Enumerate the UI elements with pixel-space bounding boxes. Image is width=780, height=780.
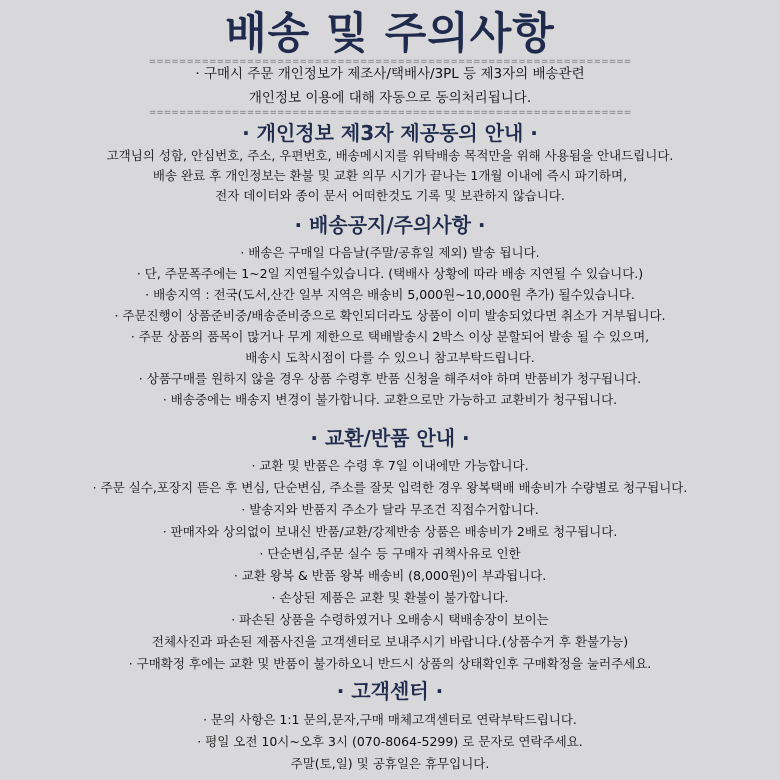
section-heading-exchange: · 교환/반품 안내 · xyxy=(310,426,470,450)
divider-bottom: ================================================================ xyxy=(148,108,632,118)
shipping-line: · 주문진행이 상품준비중/배송준비중으로 확인되더라도 상품이 이미 발송되었다면 취소가 거부됩니다. xyxy=(114,308,666,323)
exchange-line: · 교환 왕복 & 반품 왕복 배송비 (8,000원)이 부과됩니다. xyxy=(233,568,547,583)
shipping-line: · 배송은 구매일 다음날(주말/공휴일 제외) 발송 됩니다. xyxy=(240,245,540,260)
shipping-line: · 배송지역 : 전국(도서,산간 일부 지역은 배송비 5,000원~10,000원 추가) 될수있습니다. xyxy=(145,287,635,302)
section-heading-privacy: · 개인정보 제3자 제공동의 안내 · xyxy=(242,121,538,145)
exchange-line: · 파손된 상품을 수령하였거나 오배송시 택배송장이 보이는 xyxy=(231,612,549,627)
shipping-line: 배송시 도착시점이 다를 수 있으니 참고부탁드립니다. xyxy=(245,350,535,365)
privacy-line: 배송 완료 후 개인정보는 환불 및 교환 의무 시기가 끝나는 1개월 이내에 즉시 파기하며, xyxy=(152,168,628,183)
exchange-line: · 판매자와 상의없이 보내신 반품/교환/강제반송 상품은 배송비가 2배로 청구됩니다. xyxy=(162,524,618,539)
exchange-line: · 구매확정 후에는 교환 및 반품이 불가하오니 반드시 상품의 상태확인후 구매확정을 눌러주세요. xyxy=(128,656,652,671)
exchange-line: · 주문 실수,포장지 뜯은 후 변심, 단순변심, 주소를 잘못 입력한 경우 왕복택배 배송비가 수량별로 청구됩니다. xyxy=(92,480,688,495)
section-heading-customer-center: · 고객센터 · xyxy=(336,679,444,703)
intro-line-1: · 구매시 주문 개인정보가 제조사/택배사/3PL 등 제3자의 배송관련 xyxy=(195,66,585,82)
shipping-line: · 상품구매를 원하지 않을 경우 상품 수령후 반품 신청을 해주셔야 하며 반품비가 청구됩니다. xyxy=(138,371,642,386)
exchange-line: · 발송지와 반품지 주소가 달라 무조건 직접수거합니다. xyxy=(241,502,539,517)
shipping-line: · 배송중에는 배송지 변경이 불가합니다. 교환으로만 가능하고 교환비가 청구됩니다. xyxy=(162,392,618,407)
exchange-line: · 손상된 제품은 교환 및 환불이 불가합니다. xyxy=(271,590,509,605)
section-heading-shipping: · 배송공지/주의사항 · xyxy=(294,213,486,237)
page-title: 배송 및 주의사항 xyxy=(225,9,555,59)
exchange-line: · 교환 및 반품은 수령 후 7일 이내에만 가능합니다. xyxy=(251,458,529,473)
exchange-line: · 단순변심,주문 실수 등 구매자 귀책사유로 인한 xyxy=(259,546,521,561)
privacy-line: 고객님의 성함, 안심번호, 주소, 우편번호, 배송메시지를 위탁배송 목적만을 위해 사용됨을 안내드립니다. xyxy=(106,148,674,163)
intro-line-2: 개인정보 이용에 대해 자동으로 동의처리됩니다. xyxy=(248,90,532,106)
privacy-line: 전자 데이터와 종이 문서 어떠한것도 기록 및 보관하지 않습니다. xyxy=(215,188,565,203)
customer-center-line: 주말(토,일) 및 공휴일은 휴무입니다. xyxy=(290,756,490,771)
shipping-line: · 단, 주문폭주에는 1~2일 지연될수있습니다. (택배사 상황에 따라 배송 지연될 수 있습니다.) xyxy=(136,266,644,281)
customer-center-line: · 문의 사항은 1:1 문의,문자,구매 매체고객센터로 연락부탁드립니다. xyxy=(203,712,577,727)
exchange-line: 전체사진과 파손된 제품사진을 고객센터로 보내주시기 바랍니다.(상품수거 후 환불가능) xyxy=(151,634,629,649)
shipping-line: · 주문 상품의 품목이 많거나 무게 제한으로 택배발송시 2박스 이상 분할되어 발송 될 수 있으며, xyxy=(130,329,650,344)
divider-top: ================================================================ xyxy=(148,57,632,67)
customer-center-line: · 평일 오전 10시~오후 3시 (070-8064-5299) 로 문자로 연락주세요. xyxy=(197,734,583,749)
